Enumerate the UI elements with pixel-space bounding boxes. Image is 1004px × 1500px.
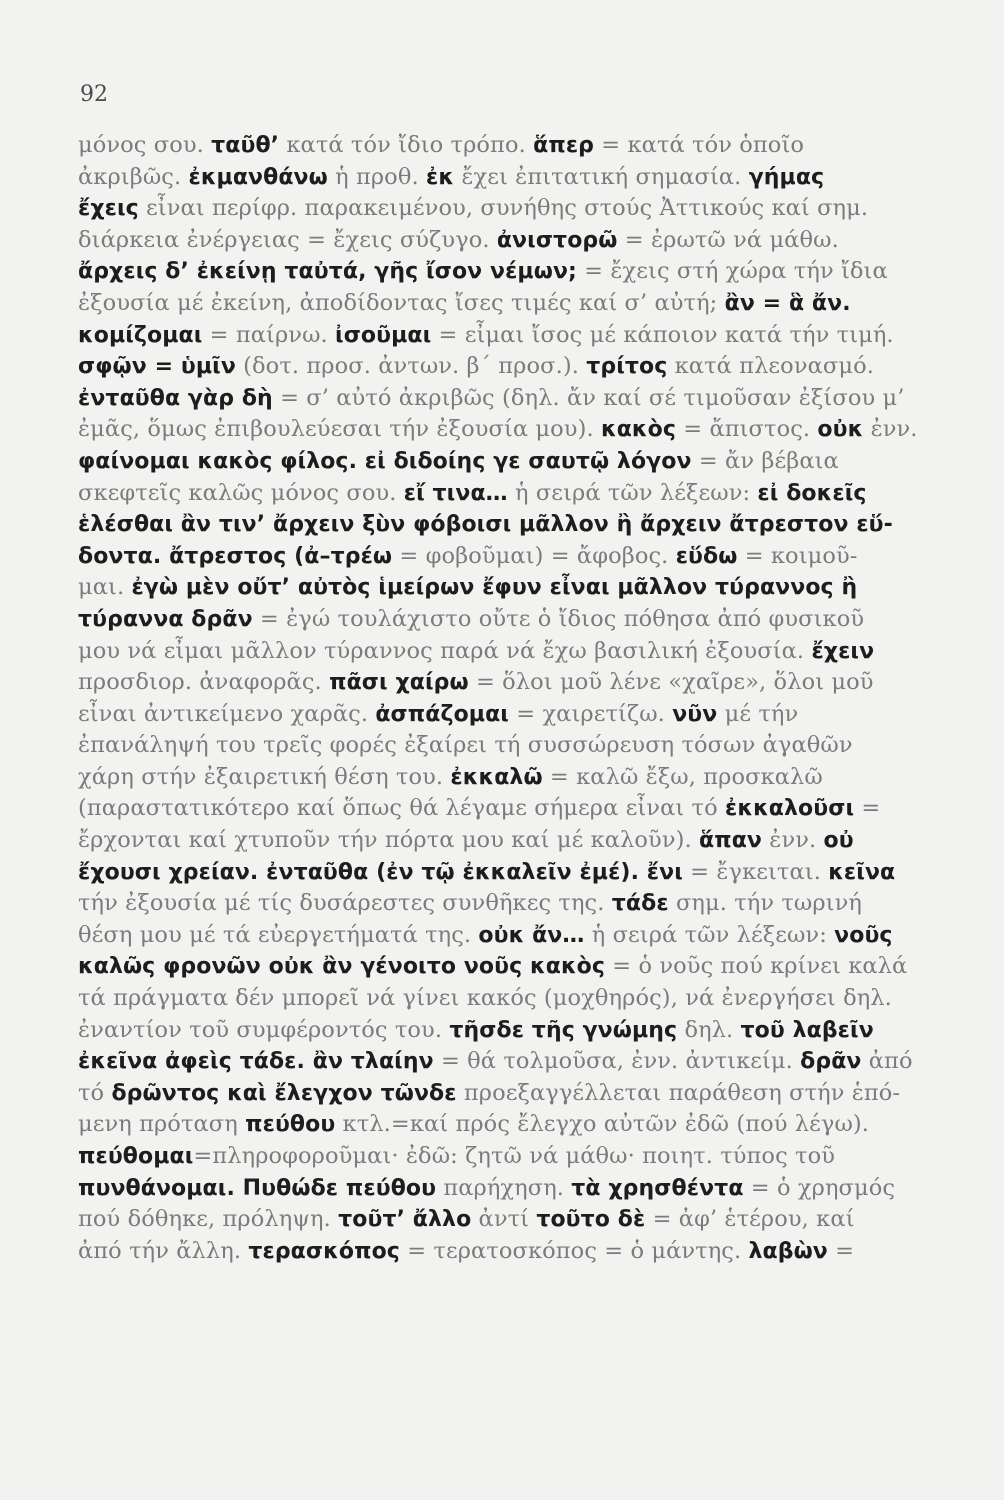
text-line bbox=[78, 1078, 948, 1110]
bold-term: νῦν bbox=[672, 701, 718, 727]
bold-term: ἔχουσι χρείαν. ἐνταῦθα (ἐν τῷ ἐκκαλεῖν ἐμέ). ἔνι bbox=[78, 859, 683, 885]
text-line bbox=[78, 351, 948, 383]
bold-term: ἅπερ bbox=[533, 133, 595, 158]
commentary-text: ἐξουσία μέ ἐκείνη, ἀποδίδοντας ἴσες τιμές καί σ’ αὐτή; bbox=[78, 289, 725, 316]
bold-term: ἐνταῦθα γὰρ δὴ bbox=[78, 385, 273, 411]
text-line bbox=[78, 1236, 948, 1268]
commentary-text: = ὅλοι μοῦ λένε «χαῖρε», ὅλοι μοῦ bbox=[468, 669, 874, 696]
text-line bbox=[78, 857, 948, 889]
commentary-text: = κατά τόν ὁποῖο bbox=[594, 132, 805, 158]
bold-term: ἀνιστορῶ bbox=[496, 227, 618, 253]
commentary-text: θέση μου μέ τά εὐεργετήματά της. bbox=[78, 921, 479, 948]
commentary-text: παρήχηση. bbox=[436, 1174, 572, 1201]
text-line bbox=[78, 572, 948, 604]
commentary-text: = bbox=[827, 1237, 855, 1264]
bold-term: πυνθάνομαι. Πυθώδε πεύθου bbox=[78, 1175, 437, 1201]
bold-term: κακὸς bbox=[600, 417, 676, 443]
bold-term: πεύθου bbox=[245, 1112, 336, 1138]
bold-term: κεῖνα bbox=[828, 859, 896, 885]
commentary-text: (παραστατικότερο καί ὅπως θά λέγαμε σήμερα εἶναι τό bbox=[78, 795, 725, 822]
text-line bbox=[78, 1015, 948, 1047]
commentary-text: κατά πλεονασμό. bbox=[667, 353, 874, 380]
commentary-text: ἡ προθ. bbox=[327, 163, 426, 190]
commentary-text: σκεφτεῖς καλῶς μόνος σου. bbox=[78, 479, 404, 506]
commentary-text: = ἄν βέβαια bbox=[691, 447, 839, 474]
commentary-text: ἐνν. bbox=[762, 827, 824, 854]
commentary-text: μενη πρόταση bbox=[78, 1111, 246, 1138]
commentary-text: εἶναι ἀντικείμενο χαρᾶς. bbox=[78, 700, 376, 727]
bold-term: τύραννα δρᾶν bbox=[78, 606, 253, 632]
bold-term: τὰ χρησθέντα bbox=[571, 1175, 744, 1201]
text-line bbox=[78, 162, 948, 194]
bold-term: οὐ bbox=[823, 828, 854, 854]
text-line bbox=[78, 920, 948, 952]
commentary-text: ἔχει ἐπιτατική σημασία. bbox=[454, 163, 749, 190]
bold-term: ἐκεῖνα ἀφεὶς τάδε. ἂν τλαίην bbox=[78, 1049, 434, 1075]
commentary-text: = ὁ νοῦς πού κρίνει καλά bbox=[605, 953, 908, 980]
commentary-text: = παίρνω. bbox=[202, 321, 336, 348]
text-line bbox=[78, 541, 948, 573]
bold-term: ἑλέσθαι ἂν τιν’ ἄρχειν ξὺν φόβοισι μᾶλλον ἢ ἄρχειν ἄτρεστον εὕ- bbox=[78, 512, 893, 538]
bold-term: σφῷν = ὑμῖν bbox=[78, 354, 236, 380]
commentary-text: διάρκεια ἐνέργειας = ἔχεις σύζυγο. bbox=[78, 226, 497, 253]
commentary-text: τά πράγματα δέν μπορεῖ νά γίνει κακός (μοχθηρός), νά ἐνεργήσει δηλ. bbox=[78, 985, 892, 1012]
commentary-text: = χαιρετίζω. bbox=[508, 700, 673, 727]
commentary-text: = ἔχεις στή χώρα τήν ἴδια bbox=[576, 258, 888, 285]
commentary-text: = τερατοσκόπος = ὁ μάντης. bbox=[399, 1237, 749, 1264]
bold-term: πᾶσι χαίρω bbox=[329, 670, 469, 696]
commentary-text: τό bbox=[78, 1079, 112, 1106]
commentary-text: μόνος σου. bbox=[78, 132, 212, 158]
text-line bbox=[78, 604, 948, 636]
commentary-text: ἀπό τήν ἄλλη. bbox=[78, 1237, 249, 1264]
commentary-text: σημ. τήν τωρινή bbox=[668, 890, 862, 917]
text-line bbox=[78, 383, 948, 415]
bold-term: οὐκ ἄν… bbox=[478, 922, 585, 948]
bold-term: εἴ τινα… bbox=[403, 480, 508, 506]
commentary-text: τήν ἐξουσία μέ τίς δυσάρεστες συνθῆκες της. bbox=[78, 890, 612, 917]
text-line bbox=[78, 1046, 948, 1078]
text-line bbox=[78, 478, 948, 510]
text-line bbox=[78, 1204, 948, 1236]
commentary-text: μου νά εἶμαι μᾶλλον τύραννος παρά νά ἔχω βασιλική ἐξουσία. bbox=[78, 637, 812, 664]
bold-term: γήμας bbox=[748, 164, 825, 190]
bold-term: οὐκ bbox=[817, 417, 864, 443]
text-line bbox=[78, 762, 948, 794]
bold-term: ταῦθ’ bbox=[211, 133, 280, 158]
commentary-text: = εἶμαι ἴσος μέ κάποιον κατά τήν τιμή. bbox=[431, 321, 894, 348]
commentary-text: κτλ.=καί πρός ἔλεγχο αὐτῶν ἐδῶ (πού λέγω). bbox=[335, 1111, 870, 1138]
commentary-text: = φοβοῦμαι) = ἄφοβος. bbox=[392, 542, 676, 569]
commentary-text: = ὁ χρησμός bbox=[743, 1174, 896, 1201]
bold-term: νοῦς bbox=[834, 922, 893, 948]
bold-term: ἐκκαλῶ bbox=[450, 764, 543, 790]
bold-term: εἰ δοκεῖς bbox=[757, 480, 867, 506]
text-line bbox=[78, 288, 948, 320]
commentary-text: ἀντί bbox=[471, 1206, 537, 1233]
commentary-text: ἐναντίον τοῦ συμφέροντός του. bbox=[78, 1016, 450, 1043]
commentary-text: κατά τόν ἴδιο τρόπο. bbox=[279, 132, 534, 158]
bold-term: τερασκόπος bbox=[248, 1238, 400, 1264]
commentary-text: =πληροφοροῦμαι· ἐδῶ: ζητῶ νά μάθω· ποιητ. τύπος τοῦ bbox=[193, 1143, 836, 1169]
text-line bbox=[78, 699, 948, 731]
commentary-text: ἔρχονται καί χτυποῦν τήν πόρτα μου καί μέ καλοῦν). bbox=[78, 827, 699, 854]
commentary-text: προεξαγγέλλεται παράθεση στήν ἑπό- bbox=[456, 1079, 901, 1106]
commentary-text: εἶναι περίφρ. παρακειμένου, συνήθης στούς Ἀττικούς καί σημ. bbox=[138, 195, 869, 222]
commentary-text: = θά τολμοῦσα, ἐνν. ἀντικείμ. bbox=[433, 1048, 801, 1075]
commentary-text: προσδιορ. ἀναφορᾶς. bbox=[78, 669, 330, 696]
bold-term: φαίνομαι κακὸς φίλος. εἰ διδοίης γε σαυτῷ λόγον bbox=[78, 448, 692, 474]
text-line bbox=[78, 509, 948, 541]
bold-term: ἐγὼ μὲν οὔτ’ αὐτὸς ἱμείρων ἔφυν εἶναι μᾶλλον τύραννος ἢ bbox=[131, 575, 858, 601]
text-line bbox=[78, 256, 948, 288]
commentary-text: = καλῶ ἔξω, προσκαλῶ bbox=[542, 763, 823, 790]
text-line bbox=[78, 636, 948, 668]
bold-term: τρίτος bbox=[586, 354, 668, 380]
page-number: 92 bbox=[80, 82, 108, 107]
text-line bbox=[78, 1173, 948, 1205]
bold-term: τῆσδε τῆς γνώμης bbox=[449, 1017, 678, 1043]
bold-term: ἐκ bbox=[425, 164, 455, 190]
commentary-text: μαι. bbox=[78, 574, 132, 601]
bold-term: λαβὼν bbox=[748, 1238, 828, 1264]
commentary-text: ἐμᾶς, ὅμως ἐπιβουλεύεσαι τήν ἐξουσία μου). bbox=[78, 416, 601, 443]
text-line bbox=[78, 446, 948, 478]
commentary-text: = ἀφ’ ἑτέρου, καί bbox=[645, 1206, 855, 1233]
bold-term: πεύθομαι bbox=[78, 1144, 194, 1169]
bold-term: ἔχειν bbox=[811, 638, 875, 664]
bold-term: ἀσπάζομαι bbox=[375, 701, 509, 727]
commentary-text: = bbox=[854, 795, 881, 822]
text-line bbox=[78, 414, 948, 446]
bold-term: δοντα. ἄτρεστος (ἀ–τρέω bbox=[78, 543, 393, 569]
text-line bbox=[78, 193, 948, 225]
text-line bbox=[78, 225, 948, 257]
bold-term: ἄρχεις δ’ ἐκείνῃ ταὐτά, γῆς ἴσον νέμων; bbox=[78, 259, 577, 285]
text-line bbox=[78, 951, 948, 983]
commentary-text: ἀκριβῶς. bbox=[78, 163, 189, 190]
commentary-text: (δοτ. προσ. ἀντων. β΄ προσ.). bbox=[235, 353, 587, 380]
bold-term: τοῦτο δὲ bbox=[536, 1207, 646, 1233]
commentary-text: = ἐρωτῶ νά μάθω. bbox=[617, 226, 839, 253]
bold-term: ἔχεις bbox=[78, 196, 139, 222]
bold-term: ἐκμανθάνω bbox=[188, 164, 328, 190]
text-line bbox=[78, 667, 948, 699]
commentary-text: = σ’ αὐτό ἀκριβῶς (δηλ. ἄν καί σέ τιμοῦσαν ἐξίσου μ’ bbox=[272, 384, 905, 411]
text-line bbox=[78, 730, 948, 762]
commentary-text: = κοιμοῦ- bbox=[737, 542, 858, 569]
commentary-text: μέ τήν bbox=[717, 700, 799, 727]
bold-term: δρῶντος καὶ ἔλεγχον τῶνδε bbox=[111, 1080, 457, 1106]
commentary-text: = ἔγκειται. bbox=[682, 858, 829, 885]
bold-term: εὕδω bbox=[675, 543, 738, 569]
text-line bbox=[78, 130, 948, 162]
commentary-text: ἐνν. bbox=[863, 416, 918, 443]
text-line bbox=[78, 825, 948, 857]
commentary-text: ἐπανάληψή του τρεῖς φορές ἐξαίρει τή συσσώρευση τόσων ἀγαθῶν bbox=[78, 732, 853, 759]
commentary-text: δηλ. bbox=[677, 1016, 741, 1043]
bold-term: κομίζομαι bbox=[78, 322, 203, 348]
text-line bbox=[78, 793, 948, 825]
commentary-text: = ἐγώ τουλάχιστο οὔτε ὁ ἴδιος πόθησα ἀπό φυσικοῦ bbox=[252, 605, 865, 632]
bold-term: ἰσοῦμαι bbox=[335, 322, 432, 348]
commentary-text: χάρη στήν ἐξαιρετική θέση του. bbox=[78, 763, 451, 790]
text-line bbox=[78, 888, 948, 920]
commentary-text: = ἄπιστος. bbox=[676, 416, 818, 443]
bold-term: καλῶς φρονῶν οὐκ ἂν γένοιτο νοῦς κακὸς bbox=[78, 954, 606, 980]
text-line bbox=[78, 320, 948, 352]
commentary-text: ἀπό bbox=[861, 1048, 913, 1075]
text-line bbox=[78, 1109, 948, 1141]
body-text bbox=[78, 130, 948, 1267]
text-line bbox=[78, 1141, 948, 1173]
bold-term: ἅπαν bbox=[698, 828, 763, 854]
bold-term: ἂν = ἃ ἄν. bbox=[724, 290, 851, 316]
bold-term: τοῦτ’ ἄλλο bbox=[338, 1207, 472, 1233]
text-line bbox=[78, 983, 948, 1015]
bold-term: τοῦ λαβεῖν bbox=[740, 1017, 874, 1043]
commentary-text: ἡ σειρά τῶν λέξεων: bbox=[584, 921, 835, 948]
commentary-text: πού δόθηκε, πρόληψη. bbox=[78, 1206, 339, 1233]
bold-term: ἐκκαλοῦσι bbox=[725, 796, 855, 822]
bold-term: τάδε bbox=[611, 891, 669, 917]
bold-term: δρᾶν bbox=[800, 1049, 862, 1075]
commentary-text: ἡ σειρά τῶν λέξεων: bbox=[507, 479, 758, 506]
